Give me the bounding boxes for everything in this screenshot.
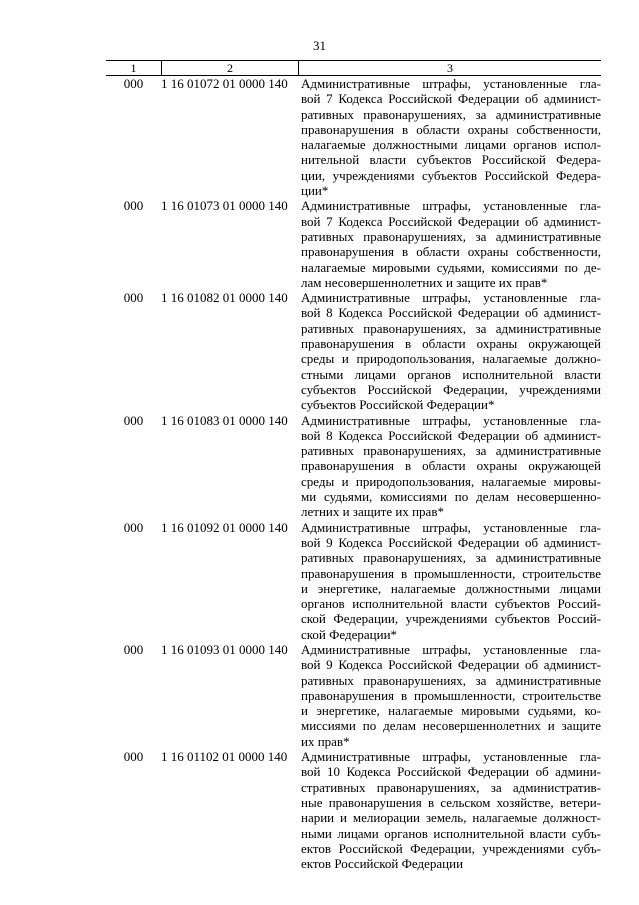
description-cell <box>301 76 601 198</box>
description-line: налагаемые должностными лицами органов испол- <box>301 137 601 153</box>
description-line: Административные штрафы, установленные гла- <box>301 290 601 306</box>
description-line: ской Федерации* <box>301 626 398 642</box>
table-row <box>106 749 601 871</box>
description-line: стными лицами органов исполнительной власти <box>301 366 601 382</box>
description-line: субъектов Российской Федерации* <box>301 397 495 413</box>
admin-code-cell: 000 <box>123 290 144 306</box>
description-line: налагаемые мировыми судьями, комиссиями по де- <box>301 259 601 275</box>
description-line: ции* <box>301 183 329 199</box>
table-row <box>106 198 601 290</box>
table-row <box>106 642 601 749</box>
description-cell <box>301 198 601 290</box>
description-line: ектов Российской Федерации, учреждениями субъ- <box>301 840 601 856</box>
table-body <box>106 76 601 871</box>
budget-codes-table <box>106 60 601 871</box>
description-line: Административные штрафы, установленные гла- <box>301 641 601 657</box>
description-line: правонарушения в области охраны окружающей <box>301 458 601 474</box>
description-cell <box>301 413 601 520</box>
description-line: ные правонарушения в сельском хозяйстве, ветери- <box>301 794 601 810</box>
header-col-1: 1 <box>106 61 162 75</box>
description-line: правонарушения в промышленности, строительстве <box>301 565 601 581</box>
description-line: ративных правонарушениях, за административные <box>301 672 601 688</box>
description-line: вой 8 Кодекса Российской Федерации об админист- <box>301 427 601 443</box>
admin-code-cell: 000 <box>123 76 144 91</box>
description-line: ративных правонарушениях, за административные <box>301 443 601 459</box>
description-line: ции, учреждениями субъектов Российской Федера- <box>301 167 601 183</box>
description-line: ративных правонарушениях, за административные <box>301 228 601 244</box>
header-col-3: 3 <box>447 61 453 75</box>
description-line: Административные штрафы, установленные гла- <box>301 412 601 428</box>
description-line: лам несовершеннолетних и защите их прав* <box>301 274 548 290</box>
description-line: ративных правонарушениях, за административные <box>301 550 601 566</box>
admin-code-cell: 000 <box>123 198 144 214</box>
description-line: среды и природопользования, налагаемые мировы- <box>301 473 601 489</box>
description-line: и энергетике, налагаемые должностными лицами <box>301 580 601 596</box>
description-line: вой 8 Кодекса Российской Федерации об админист- <box>301 305 601 321</box>
description-line: правонарушения в области охраны собственности, <box>301 244 601 260</box>
table-row <box>106 76 601 198</box>
description-cell <box>301 642 601 749</box>
description-line: вой 7 Кодекса Российской Федерации об админист- <box>301 213 601 229</box>
description-line: правонарушения в области охраны окружающей <box>301 336 601 352</box>
budget-code-cell: 1 16 01083 01 0000 140 <box>161 412 288 428</box>
description-line: ративных правонарушениях, за административные <box>301 320 601 336</box>
description-line: нарии и мелиорации земель, налагаемые должност- <box>301 810 601 826</box>
admin-code-cell: 000 <box>123 519 144 535</box>
description-cell <box>301 749 601 871</box>
description-line: летних и защите их прав* <box>301 504 444 520</box>
description-line: ми судьями, комиссиями по делам несовершенно- <box>301 489 601 505</box>
description-line: вой 9 Кодекса Российской Федерации об админист- <box>301 534 601 550</box>
description-line: ской Федерации, учреждениями субъектов Россий- <box>301 611 601 627</box>
budget-code-cell: 1 16 01073 01 0000 140 <box>161 198 288 214</box>
description-line: Административные штрафы, установленные гла- <box>301 749 601 765</box>
table-row <box>106 290 601 412</box>
description-line: их прав* <box>301 733 350 749</box>
page-number: 31 <box>313 38 326 53</box>
description-line: вой 7 Кодекса Российской Федерации об админист- <box>301 91 601 107</box>
admin-code-cell: 000 <box>123 749 144 765</box>
budget-code-cell: 1 16 01092 01 0000 140 <box>161 519 288 535</box>
description-line: вой 10 Кодекса Российской Федерации об админи- <box>301 764 601 780</box>
description-line: и энергетике, налагаемые мировыми судьями, ко- <box>301 703 601 719</box>
description-line: стративных правонарушениях, за административ- <box>301 779 601 795</box>
description-line: вой 9 Кодекса Российской Федерации об админист- <box>301 657 601 673</box>
description-line: Административные штрафы, установленные гла- <box>301 76 601 91</box>
description-line: Административные штрафы, установленные гла- <box>301 198 601 214</box>
header-col-2: 2 <box>162 61 299 75</box>
description-line: среды и природопользования, налагаемые должно- <box>301 351 601 367</box>
description-line: ративных правонарушениях, за административные <box>301 106 601 122</box>
budget-code-cell: 1 16 01072 01 0000 140 <box>161 76 288 91</box>
description-cell <box>301 290 601 412</box>
description-line: ектов Российской Федерации <box>301 856 464 872</box>
description-line: субъектов Российской Федерации, учреждениями <box>301 381 601 397</box>
budget-code-cell: 1 16 01102 01 0000 140 <box>161 749 288 765</box>
description-line: правонарушения в промышленности, строительстве <box>301 687 601 703</box>
table-row <box>106 520 601 642</box>
description-line: правонарушения в области охраны собственности, <box>301 121 601 137</box>
budget-code-cell: 1 16 01082 01 0000 140 <box>161 290 288 306</box>
table-header <box>106 60 601 76</box>
description-line: миссиями по делам несовершеннолетних и защите <box>301 718 601 734</box>
description-line: органов исполнительной власти субъектов Россий- <box>301 596 601 612</box>
description-cell <box>301 520 601 642</box>
admin-code-cell: 000 <box>123 641 144 657</box>
admin-code-cell: 000 <box>123 412 144 428</box>
description-line: ными лицами органов исполнительной власти субъ- <box>301 825 601 841</box>
description-line: Административные штрафы, установленные гла- <box>301 519 601 535</box>
table-row <box>106 413 601 520</box>
budget-code-cell: 1 16 01093 01 0000 140 <box>161 641 288 657</box>
description-line: нительной власти субъектов Российской Федера- <box>301 152 601 168</box>
